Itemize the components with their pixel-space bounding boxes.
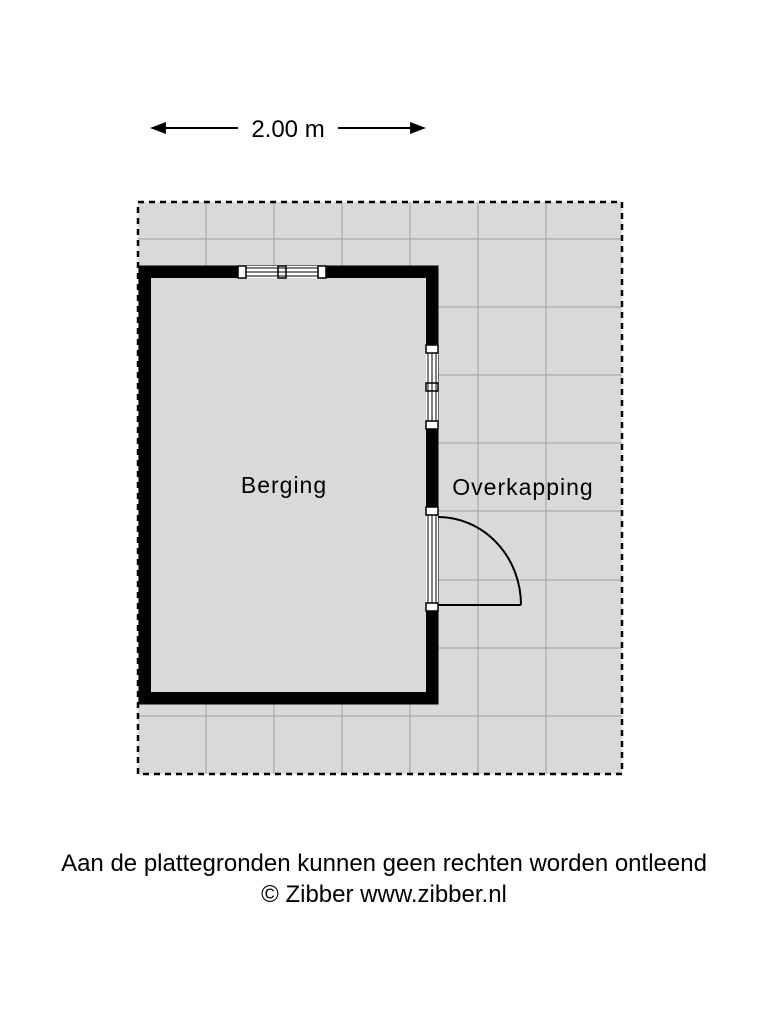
- disclaimer-text: Aan de plattegronden kunnen geen rechten worden ontleend: [61, 850, 707, 877]
- top-window: [238, 266, 326, 278]
- side-window: [426, 345, 438, 429]
- room-label-overkapping: Overkapping: [452, 474, 594, 500]
- scale-label: 2.00 m: [251, 116, 325, 143]
- room-label-berging: Berging: [240, 472, 328, 498]
- copyright-text: © Zibber www.zibber.nl: [261, 881, 507, 908]
- scale-bar: [150, 116, 426, 143]
